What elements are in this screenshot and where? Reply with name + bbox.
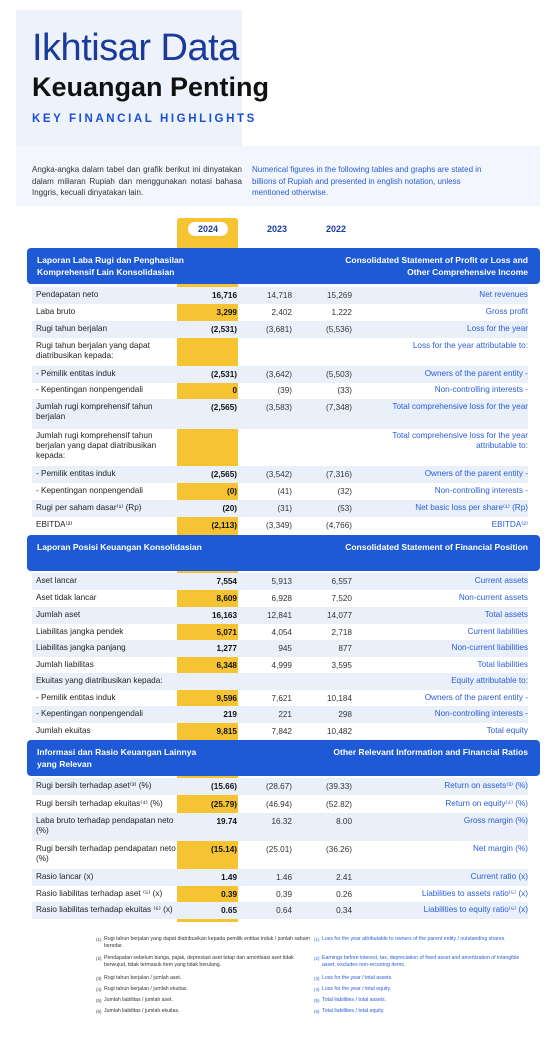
value-2023: 0.64: [276, 906, 292, 915]
value-2024: 0.39: [221, 890, 237, 899]
footnote-number: (2): [314, 956, 320, 961]
table-row: [32, 813, 528, 841]
year-header-2022: 2022: [325, 224, 347, 234]
row-label-en: Net margin (%): [472, 844, 528, 853]
value-2023: 14,718: [266, 291, 292, 300]
value-2023: 4,999: [271, 661, 292, 670]
value-2023: (3,583): [266, 403, 292, 412]
value-2022: (33): [337, 386, 352, 395]
footnote-en: [314, 997, 532, 1004]
row-label-en: Non-controlling interests -: [434, 486, 528, 495]
value-2022: (5,536): [326, 325, 352, 334]
section-header-ratios: [27, 740, 540, 776]
footnote-text: Loss for the year / total assets.: [322, 975, 393, 981]
value-2024: (15.66): [211, 782, 237, 791]
table-row: [32, 902, 528, 919]
row-label-id: Pendapatan neto: [36, 290, 99, 299]
footnote-number: (2): [96, 956, 102, 961]
row-label-en: Non-current assets: [458, 593, 528, 602]
row-label-en: Loss for the year attributable to:: [412, 341, 528, 350]
footnote-number: (1): [96, 937, 102, 942]
value-2023: (3,681): [266, 325, 292, 334]
table-row: [32, 673, 528, 690]
value-2024: 3,299: [216, 308, 237, 317]
footnote-number: (6): [314, 1009, 320, 1014]
footnote-en: [314, 1008, 532, 1015]
value-2023: 945: [278, 644, 292, 653]
value-2022: 10,482: [326, 727, 352, 736]
value-2022: 877: [338, 644, 352, 653]
value-2022: 0.26: [336, 890, 352, 899]
footnote-id: [96, 997, 316, 1004]
value-2023: (25.01): [266, 845, 292, 854]
value-2024: 7,554: [216, 577, 237, 586]
row-label-en: Loss for the year: [467, 324, 528, 333]
value-2023: (3,642): [266, 370, 292, 379]
row-label-en: Current ratio (x): [470, 872, 528, 881]
value-2024: (2,565): [211, 470, 237, 479]
footnote-text: Total liabilities / total assets.: [322, 997, 387, 1003]
table-row: [32, 500, 528, 517]
value-2024: 5,071: [216, 628, 237, 637]
row-label-id: - Kepentingan nonpengendali: [36, 385, 143, 394]
section-title-en: Consolidated Statement of Financial Position: [345, 542, 528, 552]
footnote-text: Earnings before interest, tax, depreciation of fixed asset and amortization of intangible asset, excludes non-recurring items.: [322, 955, 520, 968]
value-2024: 1.49: [221, 873, 237, 882]
footnote-id: [96, 936, 316, 950]
row-label-en: Non-controlling interests -: [434, 385, 528, 394]
value-2023: 221: [278, 710, 292, 719]
value-2022: 1,222: [331, 308, 352, 317]
table-row: [32, 869, 528, 886]
value-2022: (52.82): [326, 800, 352, 809]
row-label-id: Liabilitas jangka panjang: [36, 643, 126, 652]
row-label-en: Non-controlling interests -: [434, 709, 528, 718]
value-2022: 10,184: [326, 694, 352, 703]
row-label-en: Gross margin (%): [463, 816, 528, 825]
row-label-en: Current liabilities: [467, 627, 528, 636]
value-2024: 6,348: [216, 661, 237, 670]
row-label-en: EBITDA⁽²⁾: [491, 520, 528, 529]
value-2022: (36.26): [326, 845, 352, 854]
table-row: [32, 287, 528, 304]
value-2023: 6,928: [271, 594, 292, 603]
row-label-en: Owners of the parent entity -: [424, 693, 528, 702]
footnote-number: (5): [96, 998, 102, 1003]
year-header-2024: 2024: [188, 222, 228, 236]
row-label-id: Rasio liabilitas terhadap aset ⁽⁵⁾ (x): [36, 889, 163, 898]
row-label-id: Rasio lancar (x): [36, 872, 94, 881]
row-label-id: Rasio liabilitas terhadap ekuitas ⁽⁶⁾ (x): [36, 905, 173, 914]
footnote-text: Loss for the year attributable to owners of the parent entity / outstanding shares.: [322, 936, 506, 942]
value-2024: (15.14): [211, 845, 237, 854]
row-label-id: Rugi bersih terhadap ekuitas⁽⁴⁾ (%): [36, 799, 163, 808]
footnote-text: Rugi tahun berjalan / jumlah ekuitas.: [104, 986, 188, 992]
value-2023: 7,842: [271, 727, 292, 736]
value-2023: (28.67): [266, 782, 292, 791]
row-label-en: Net revenues: [479, 290, 528, 299]
row-label-id: - Kepentingan nonpengendali: [36, 709, 143, 718]
value-2022: 298: [338, 710, 352, 719]
table-row: [32, 382, 528, 399]
footnote-id: [96, 975, 316, 982]
value-2024: (2,531): [211, 325, 237, 334]
value-2023: (41): [277, 487, 292, 496]
table-row: [32, 657, 528, 674]
table-row: [32, 640, 528, 657]
value-2022: 0.34: [336, 906, 352, 915]
value-2022: (7,348): [326, 403, 352, 412]
footnote-id: [96, 1008, 316, 1015]
value-2023: 4,054: [271, 628, 292, 637]
row-label-id: Laba bruto terhadap pendapatan neto (%): [36, 816, 174, 835]
row-label-en: Gross profit: [485, 307, 528, 316]
page-subtitle: KEY FINANCIAL HIGHLIGHTS: [32, 113, 257, 125]
value-2022: (5,503): [326, 370, 352, 379]
year-header-2023: 2023: [266, 224, 288, 234]
table-row: [32, 706, 528, 723]
row-label-id: Laba bruto: [36, 307, 76, 316]
section-title-id: Laporan Laba Rugi dan Penghasilan Komprehensif Lain Konsolidasian: [37, 255, 184, 277]
row-label-en: Equity attributable to:: [451, 676, 528, 685]
row-label-en: Liabilities to equity ratio⁽⁶⁾ (x): [423, 905, 528, 914]
value-2023: 2,402: [271, 308, 292, 317]
row-label-id: Rugi tahun berjalan yang dapat diatribusikan kepada:: [36, 341, 150, 360]
footnote-en: [314, 955, 532, 969]
row-label-id: Jumlah ekuitas: [36, 726, 91, 735]
row-label-id: EBITDA⁽²⁾: [36, 520, 73, 529]
value-2023: 16.32: [271, 817, 292, 826]
row-label-id: Jumlah rugi komprehensif tahun berjalan yang dapat diatribusikan kepada:: [36, 431, 157, 460]
value-2024: 219: [223, 710, 237, 719]
row-label-en: Liabilities to assets ratio⁽⁵⁾ (x): [421, 889, 528, 898]
intro-text-en: Numerical figures in the following tables and graphs are stated in billions of Rupiah and presented in english notation, unless mentioned otherwise.: [252, 165, 482, 197]
footnote-number: (6): [96, 1009, 102, 1014]
table-row: [32, 366, 528, 383]
table-row: [32, 338, 528, 368]
value-2024: 0.65: [221, 906, 237, 915]
table-row: [32, 304, 528, 321]
footnote-text: Rugi tahun berjalan yang dapat diatribusikan kepada pemilik entitas induk / jumlah saham beredar.: [104, 936, 310, 949]
row-label-id: - Pemilik entitas induk: [36, 469, 116, 478]
value-2023: 1.46: [276, 873, 292, 882]
value-2024: 0: [232, 386, 237, 395]
value-2023: 0.39: [276, 890, 292, 899]
table-row: [32, 796, 528, 813]
value-2023: 5,913: [271, 577, 292, 586]
row-label-id: Jumlah liabilitas: [36, 660, 94, 669]
value-2023: 12,841: [266, 611, 292, 620]
value-2022: 8.00: [336, 817, 352, 826]
footnote-number: (1): [314, 937, 320, 942]
value-2023: (46.94): [266, 800, 292, 809]
row-label-en: Net basic loss per share⁽¹⁾ (Rp): [415, 503, 528, 512]
value-2024: 9,596: [216, 694, 237, 703]
value-2024: (2,565): [211, 403, 237, 412]
table-row: [32, 321, 528, 338]
row-label-en: Return on equity⁽⁴⁾ (%): [445, 799, 528, 808]
value-2022: 2.41: [336, 873, 352, 882]
value-2024: (20): [222, 504, 237, 513]
value-2024: 8,609: [216, 594, 237, 603]
row-label-en: Owners of the parent entity -: [424, 469, 528, 478]
value-2022: (4,766): [326, 521, 352, 530]
footnote-text: Rugi tahun berjalan / jumlah aset.: [104, 975, 182, 981]
row-label-en: Owners of the parent entity -: [424, 369, 528, 378]
footnote-en: [314, 986, 532, 993]
row-label-en: Total assets: [484, 610, 528, 619]
value-2024: 1,277: [216, 644, 237, 653]
footnote-en: [314, 975, 532, 982]
footnote-text: Pendapatan sebelum bunga, pajak, depresiasi aset tetap dan amortisasi aset tidak berwujud, tidak termasuk item yang tidak berulang.: [104, 955, 294, 968]
footnote-en: [314, 936, 532, 943]
footnote-number: (3): [96, 976, 102, 981]
footnote-number: (4): [96, 987, 102, 992]
row-label-id: - Pemilik entitas induk: [36, 369, 116, 378]
table-row: [32, 590, 528, 607]
row-label-en: Current assets: [474, 576, 528, 585]
row-label-id: Aset tidak lancar: [36, 593, 97, 602]
value-2024: 16,716: [211, 291, 237, 300]
value-2022: 2,718: [331, 628, 352, 637]
row-label-id: Rugi bersih terhadap pendapatan neto (%): [36, 844, 176, 863]
value-2022: 7,520: [331, 594, 352, 603]
row-label-id: - Pemilik entitas induk: [36, 693, 116, 702]
value-2023: (39): [277, 386, 292, 395]
value-2022: (32): [337, 487, 352, 496]
table-row: [32, 690, 528, 707]
table-row: [32, 607, 528, 624]
value-2023: (3,542): [266, 470, 292, 479]
value-2022: 6,557: [331, 577, 352, 586]
value-2022: (7,316): [326, 470, 352, 479]
footnote-id: [96, 986, 316, 993]
section-title-en: Consolidated Statement of Profit or Loss and Other Comprehensive Income: [345, 255, 528, 277]
value-2023: 7,621: [271, 694, 292, 703]
value-2024: 9,815: [216, 727, 237, 736]
row-label-id: Rugi bersih terhadap aset⁽³⁾ (%): [36, 781, 152, 790]
row-label-en: Total comprehensive loss for the year: [392, 402, 528, 411]
table-row: [32, 483, 528, 500]
table-row: [32, 778, 528, 795]
section-title-id: Informasi dan Rasio Keuangan Lainnya yang Relevan: [37, 747, 197, 769]
row-label-en: Return on assets⁽³⁾ (%): [444, 781, 528, 790]
section-title-en: Other Relevant Information and Financial Ratios: [333, 747, 528, 757]
table-row: [32, 466, 528, 483]
row-label-en: Non-current liabilities: [451, 643, 528, 652]
value-2024: (2,113): [211, 521, 237, 530]
row-label-id: Rugi tahun berjalan: [36, 324, 108, 333]
value-2022: 3,595: [331, 661, 352, 670]
value-2024: 19.74: [216, 817, 237, 826]
page-title-bold: Keuangan Penting: [32, 72, 270, 102]
value-2023: (31): [277, 504, 292, 513]
table-row: [32, 841, 528, 869]
section-title-id: Laporan Posisi Keuangan Konsolidasian: [37, 542, 202, 552]
row-label-id: Ekuitas yang diatribusikan kepada:: [36, 676, 163, 685]
footnote-text: Total liabilities / total equity.: [322, 1008, 385, 1014]
row-label-id: Jumlah rugi komprehensif tahun berjalan: [36, 402, 153, 421]
row-label-id: Rugi per saham dasar⁽¹⁾ (Rp): [36, 503, 142, 512]
table-row: [32, 886, 528, 903]
value-2022: 15,269: [326, 291, 352, 300]
row-label-id: Liabilitas jangka pendek: [36, 627, 124, 636]
footnote-text: Jumlah liabilitas / jumlah aset.: [104, 997, 173, 1003]
value-2024: (0): [226, 487, 237, 496]
row-label-en: Total liabilities: [477, 660, 528, 669]
page-title-light: Ikhtisar Data: [32, 27, 239, 69]
footnote-number: (4): [314, 987, 320, 992]
row-label-id: - Kepentingan nonpengendali: [36, 486, 143, 495]
row-label-en: Total comprehensive loss for the year attributable to:: [392, 431, 528, 450]
intro-text-id: Angka-angka dalam tabel dan grafik berikut ini dinyatakan dalam miliaran Rupiah dan menggunakan notasi bahasa Inggris, kecuali dinyatakan lain.: [32, 165, 242, 197]
value-2023: (3,349): [266, 521, 292, 530]
value-2022: (39.33): [326, 782, 352, 791]
section-header-profit-loss: [27, 248, 540, 284]
value-2024: (25.79): [211, 800, 237, 809]
footnote-number: (3): [314, 976, 320, 981]
footnote-id: [96, 955, 316, 969]
footnote-text: Jumlah liabilitas / jumlah ekuitas.: [104, 1008, 180, 1014]
row-label-en: Total equity: [486, 726, 528, 735]
footnote-text: Loss for the year / total equity.: [322, 986, 392, 992]
table-row: [32, 573, 528, 590]
table-row: [32, 624, 528, 641]
table-row: [32, 399, 528, 429]
value-2022: 14,077: [326, 611, 352, 620]
footnote-number: (5): [314, 998, 320, 1003]
row-label-id: Aset lancar: [36, 576, 77, 585]
table-row: [32, 723, 528, 740]
value-2022: (53): [337, 504, 352, 513]
section-header-financial-position: [27, 535, 540, 571]
table-row: [32, 517, 528, 534]
value-2024: 16,163: [211, 611, 237, 620]
row-label-id: Jumlah aset: [36, 610, 81, 619]
table-row: [32, 428, 528, 464]
value-2024: (2,531): [211, 370, 237, 379]
